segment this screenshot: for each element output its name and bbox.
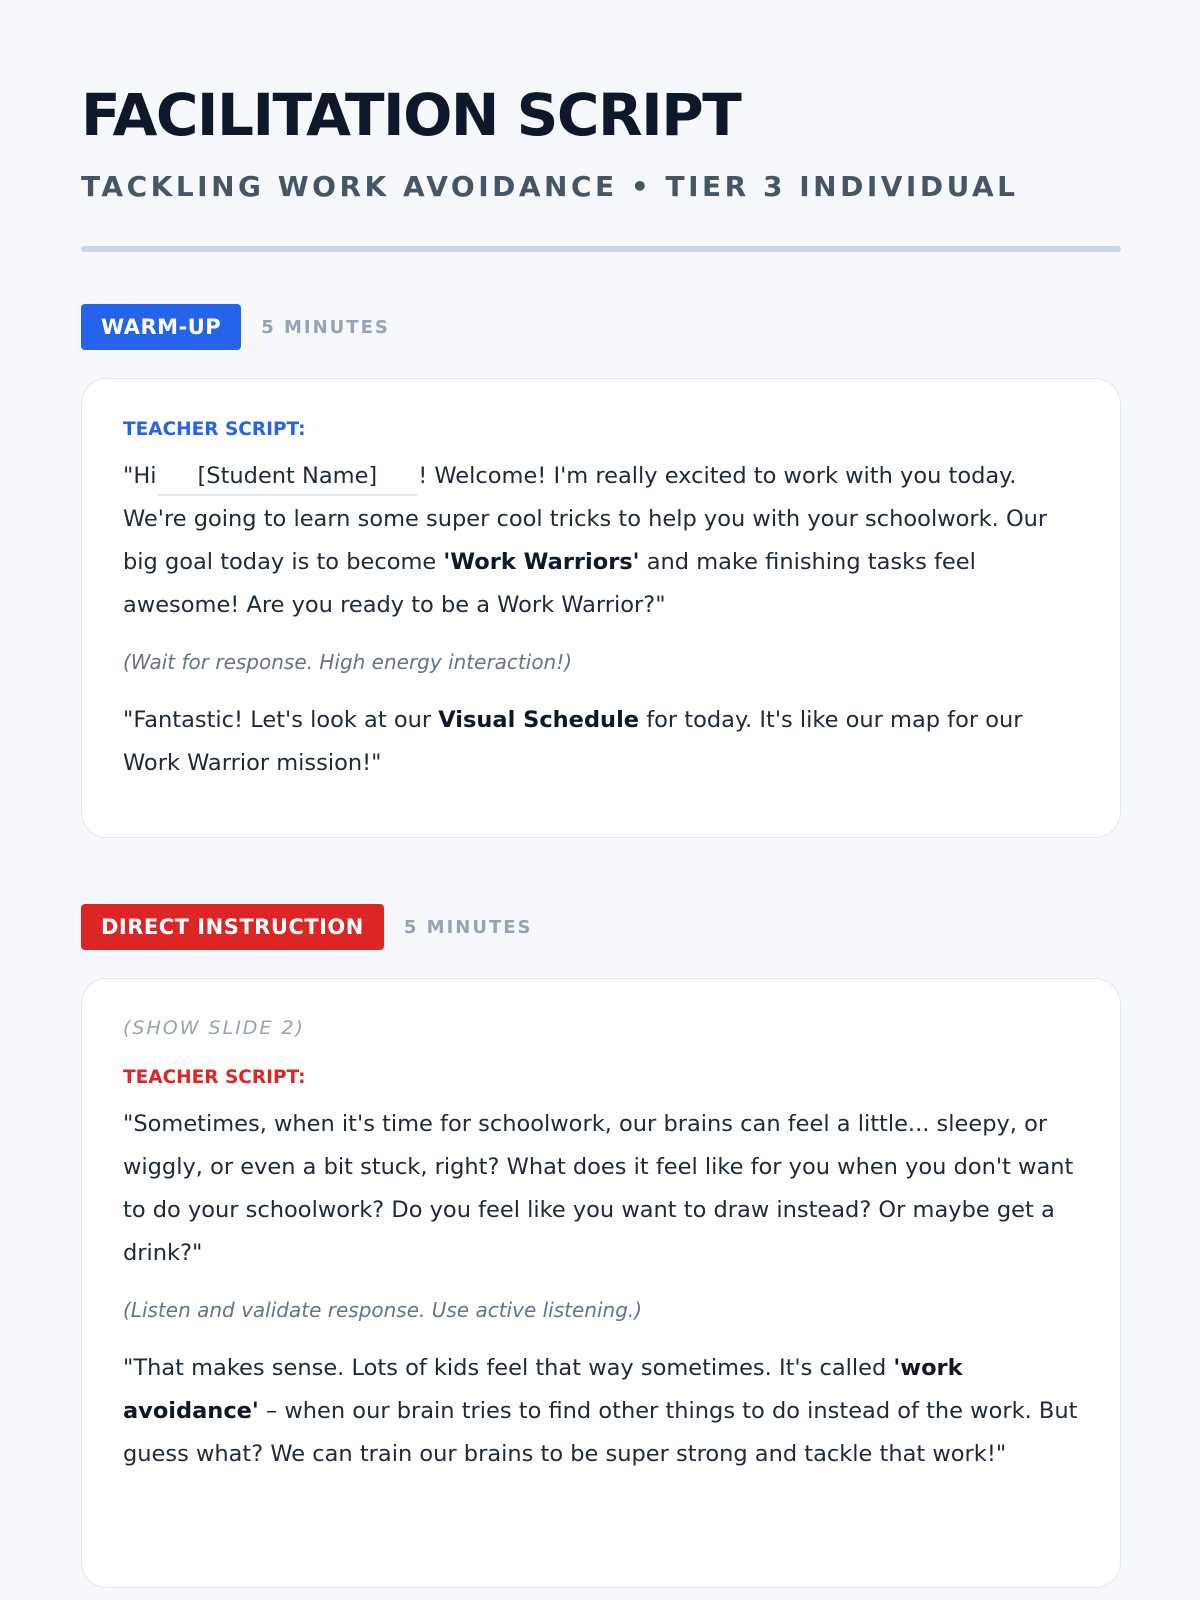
emphasis-work-warriors: 'Work Warriors' [443,549,640,575]
script-text-segment: and make finishing tasks feel awesome! Are you ready to be a Work Warrior?" [123,549,976,618]
stage-direction-note: (Wait for response. High energy interaction!) [123,650,573,674]
warm-up-script-paragraph-2 [123,699,1080,785]
script-text-segment: – when our brain tries to find other things to do instead of the work. But guess what? We can train our brains to be super strong and tackle that work!" [123,1398,1078,1467]
direct-instruction-section-header [81,904,1119,950]
header-divider [81,246,1121,252]
stage-direction-note: (Listen and validate response. Use active listening.) [123,1298,643,1322]
teacher-script-label: TEACHER SCRIPT: [123,419,306,440]
warm-up-card [81,378,1121,838]
warm-up-script-paragraph-1 [123,455,1080,627]
emphasis-work-avoidance: 'work avoidance' [123,1355,963,1424]
show-slide-note: (SHOW SLIDE 2) [123,1017,305,1039]
direct-instruction-duration: 5 MINUTES [403,916,533,938]
emphasis-visual-schedule: Visual Schedule [438,707,640,733]
script-text-segment: "Hi [123,463,157,489]
page-subtitle: TACKLING WORK AVOIDANCE • TIER 3 INDIVIDUAL [81,170,1019,203]
warm-up-section-header [81,304,1119,350]
script-text-segment: "Fantastic! Let's look at our [123,707,439,733]
script-text-segment: ! Welcome! I'm really excited to work with you today. We're going to learn some super cool tricks to help you with your schoolwork. Our big goal today is to become [123,463,1048,575]
page-title: FACILITATION SCRIPT [81,81,741,149]
direct-instruction-script-paragraph-1: "Sometimes, when it's time for schoolwork, our brains can feel a little... sleepy, or wiggly, or even a bit stuck, right? What does it feel like for you when you don't want to do your schoolwork? Do you feel like you want to draw instead? Or maybe get a drink?" [123,1111,1074,1266]
direct-instruction-card [81,978,1121,1588]
student-name-blank[interactable]: [Student Name] [158,458,418,496]
warm-up-duration: 5 MINUTES [261,316,390,338]
script-text-segment: for today. It's like our map for our Work Warrior mission!" [123,707,1023,776]
warm-up-badge: WARM-UP [81,304,241,350]
script-text-segment: "That makes sense. Lots of kids feel that way sometimes. It's called [123,1355,894,1381]
direct-instruction-script-paragraph-2 [123,1347,1080,1476]
teacher-script-label: TEACHER SCRIPT: [123,1067,306,1088]
direct-instruction-badge: DIRECT INSTRUCTION [81,904,384,950]
